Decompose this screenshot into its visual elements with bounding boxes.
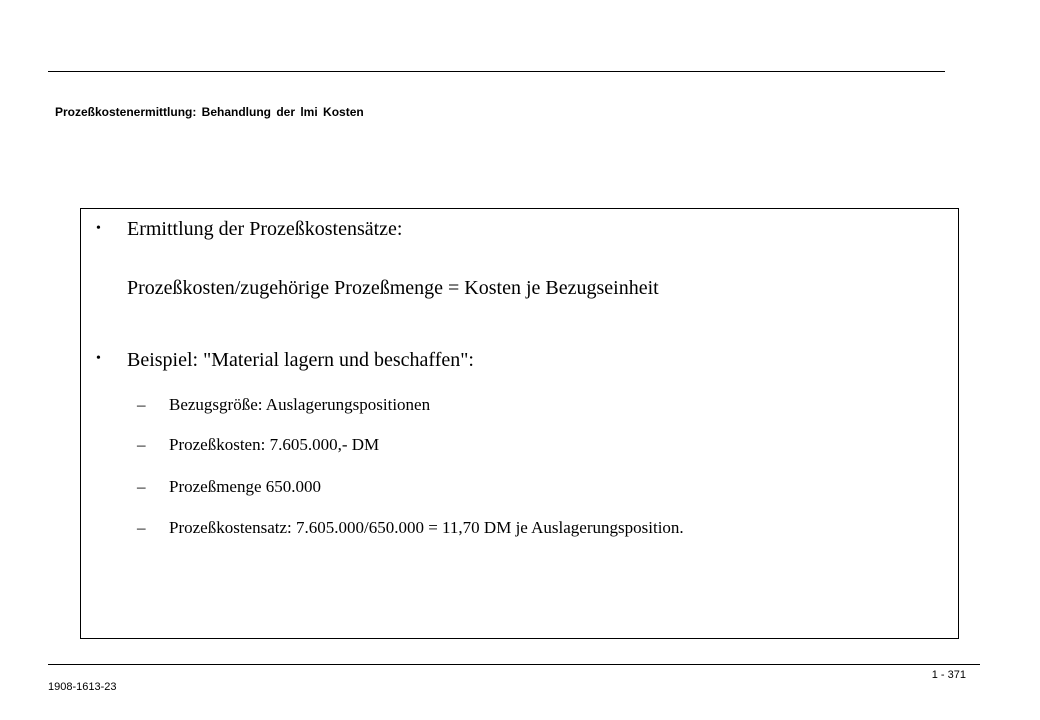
point1-heading: Ermittlung der Prozeßkostensätze:	[127, 218, 403, 240]
dash-icon: –	[137, 477, 146, 496]
bullet-icon: •	[96, 351, 101, 366]
point1-formula: Prozeßkosten/zugehörige Prozeßmenge = Kosten je Bezugseinheit	[127, 277, 659, 299]
list-item: Prozeßmenge 650.000	[169, 477, 322, 496]
bottom-divider	[48, 664, 980, 665]
point2-heading: Beispiel: "Material lagern und beschaffen":	[127, 349, 474, 371]
document-id: 1908-1613-23	[48, 681, 117, 693]
dash-icon: –	[137, 395, 146, 414]
list-item: Prozeßkostensatz: 7.605.000/650.000 = 11,70 DM je Auslagerungsposition.	[169, 518, 684, 537]
top-divider	[48, 71, 945, 72]
list-item: Prozeßkosten: 7.605.000,- DM	[169, 435, 380, 454]
dash-icon: –	[137, 518, 146, 537]
slide-title: Prozeßkostenermittlung: Behandlung der lmi Kosten	[55, 105, 364, 119]
page-number: 1 - 371	[931, 669, 966, 681]
bullet-icon: •	[96, 221, 101, 236]
list-item: Bezugsgröße: Auslagerungspositionen	[169, 395, 431, 414]
dash-icon: –	[137, 435, 146, 454]
content-box	[80, 208, 959, 639]
